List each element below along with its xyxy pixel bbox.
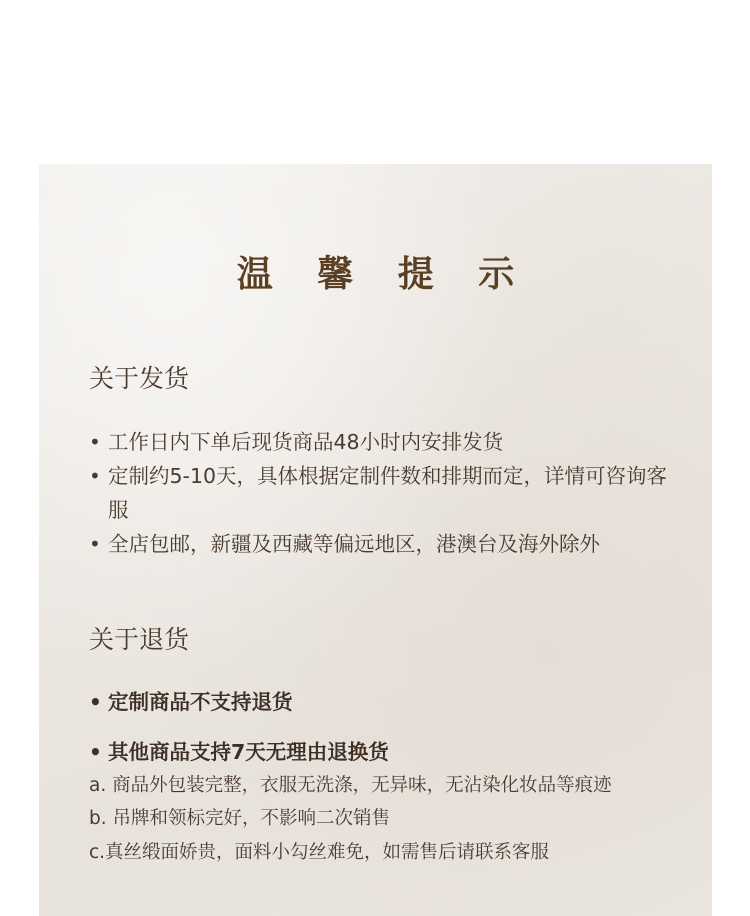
bullet-icon: • (89, 430, 101, 454)
bullet-icon: • (89, 690, 102, 714)
list-item (89, 459, 679, 527)
bullet-icon: • (89, 740, 102, 764)
returns-item-text: 其他商品支持7天无理由退换货 (108, 740, 389, 764)
returns-list-2 (89, 735, 679, 769)
shipping-list (89, 425, 679, 561)
page-title: 温 馨 提 示 (236, 253, 531, 295)
returns-condition-a: a. 商品外包装完整，衣服无洗涤，无异味，无沾染化妆品等痕迹 (89, 775, 612, 796)
notice-card (39, 164, 712, 916)
shipping-heading: 关于发货 (89, 364, 190, 393)
returns-item-text: 定制商品不支持退货 (108, 690, 293, 714)
list-item (89, 685, 679, 719)
returns-condition-c: c.真丝缎面娇贵，面料小勾丝难免，如需售后请联系客服 (89, 842, 550, 863)
shipping-item-text: 全店包邮，新疆及西藏等偏远地区，港澳台及海外除外 (108, 532, 600, 556)
shipping-item-text: 定制约5-10天，具体根据定制件数和排期而定，详情可咨询客服 (108, 464, 668, 522)
list-item (89, 425, 679, 459)
bullet-icon: • (89, 532, 101, 556)
list-item (89, 527, 679, 561)
bullet-icon: • (89, 464, 101, 488)
list-item (89, 735, 679, 769)
shipping-item-text: 工作日内下单后现货商品48小时内安排发货 (108, 430, 504, 454)
returns-heading: 关于退货 (89, 625, 190, 654)
returns-condition-b: b. 吊牌和领标完好，不影响二次销售 (89, 808, 391, 829)
returns-list-1 (89, 685, 679, 719)
